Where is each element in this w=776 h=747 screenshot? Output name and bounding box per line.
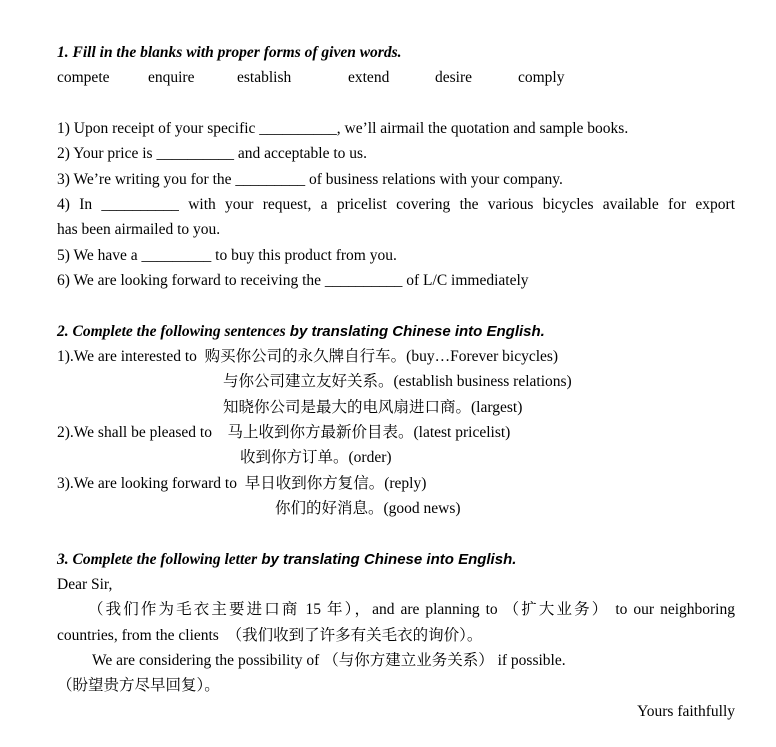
letter-body-line-3: We are considering the possibility of （与你方建立业务关系） if possible. (92, 651, 566, 669)
exercise-1-item-4: 4) In __________ with your request, a pricelist covering the various bicycles available for export (57, 195, 735, 213)
exercise-2-item-3-option-2: 你们的好消息。(good news) (275, 499, 461, 517)
exercise-2-title-sans: by translating Chinese into English. (285, 322, 545, 340)
exercise-3-title (57, 547, 735, 572)
blank-line (57, 91, 735, 116)
word-bank-item: enquire (148, 69, 195, 87)
word-bank-item: establish (237, 69, 292, 87)
exercise-1-title: 1. Fill in the blanks with proper forms of given words. (57, 44, 402, 61)
exercise-3-title-serif: 3. Complete the following letter (57, 550, 258, 568)
letter-body-line-2: countries, from the clients （我们收到了许多有关毛衣的询价）。 (57, 626, 483, 644)
exercise-2-item-3: 3).We are looking forward to 早日收到你方复信。(reply) (57, 474, 427, 492)
exercise-1-item-6: 6) We are looking forward to receiving the __________ of L/C immediately (57, 271, 529, 289)
exercise-1-item-2: 2) Your price is __________ and acceptable to us. (57, 145, 367, 163)
word-bank (57, 65, 735, 90)
exercise-2-item-1: 1).We are interested to 购买你公司的永久牌自行车。(buy…Forever bicycles) (57, 347, 559, 365)
exercise-1-item-3: 3) We’re writing you for the _________ of business relations with your company. (57, 170, 563, 188)
exercise-2-title (57, 319, 735, 344)
letter-salutation: Dear Sir, (57, 575, 113, 593)
exercise-2-title-serif: 2. Complete the following sentences (57, 322, 286, 340)
blank-line (57, 521, 735, 546)
word-bank-item: comply (518, 69, 565, 87)
blank-line (57, 293, 735, 318)
word-bank-item: extend (348, 69, 390, 87)
letter-closing: Yours faithfully (637, 702, 735, 720)
exercise-2-item-1-option-3: 知晓你公司是最大的电风扇进口商。(largest) (223, 398, 523, 416)
exercise-1-item-1: 1) Upon receipt of your specific __________, we’ll airmail the quotation and sample books. (57, 119, 629, 137)
exercise-2-item-1-option-2: 与你公司建立友好关系。(establish business relations) (223, 373, 572, 391)
exercise-2-item-2: 2).We shall be pleased to 马上收到你方最新价目表。(latest pricelist) (57, 423, 511, 441)
letter-body-line-4: （盼望贵方尽早回复）。 (57, 677, 220, 695)
exercise-1-item-4-continued: has been airmailed to you. (57, 221, 221, 239)
exercise-3-title-sans: by translating Chinese into English. (257, 550, 517, 568)
exercise-1-item-5: 5) We have a _________ to buy this product from you. (57, 246, 397, 264)
word-bank-item: compete (57, 69, 110, 87)
letter-body-line-1: （我们作为毛衣主要进口商 15 年），and are planning to （扩大业务） to our neighboring (88, 601, 735, 619)
word-bank-item: desire (435, 69, 473, 87)
exercise-2-item-2-option-2: 收到你方订单。(order) (240, 449, 392, 467)
